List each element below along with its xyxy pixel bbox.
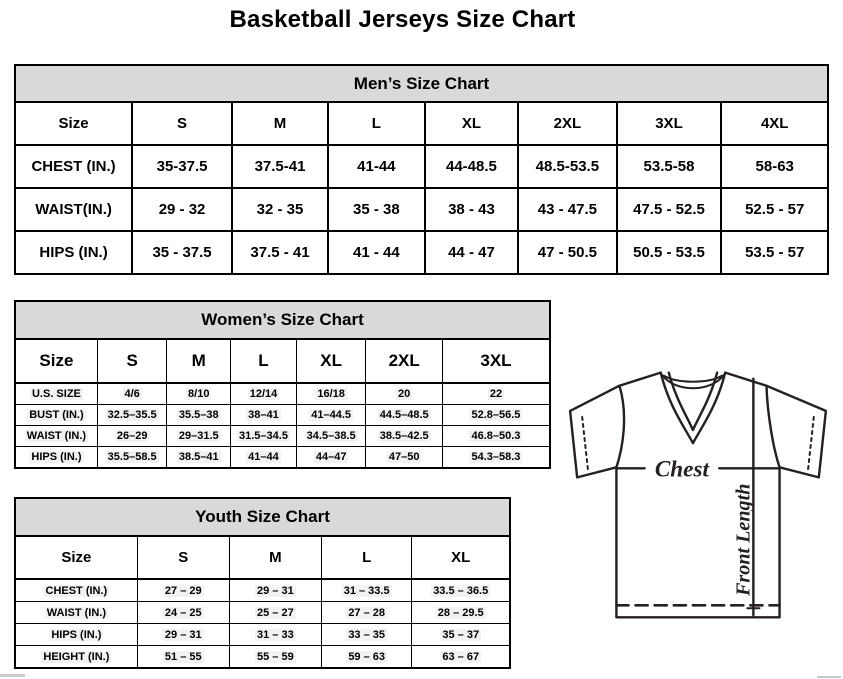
right-cuff-seam <box>808 417 814 472</box>
table-row <box>15 579 510 602</box>
table-cell: 27 – 28 <box>321 602 412 624</box>
page-title: Basketball Jerseys Size Chart <box>229 6 576 33</box>
table-cell: 29 – 31 <box>229 579 321 602</box>
table-row <box>15 426 550 447</box>
table-cell: 32 - 35 <box>232 188 328 231</box>
column-header: L <box>231 339 297 383</box>
jersey-body <box>616 373 779 618</box>
table-row <box>15 231 828 274</box>
row-label: U.S. SIZE <box>15 383 97 405</box>
column-header: Size <box>15 339 97 383</box>
jersey-outline <box>556 363 843 631</box>
table-cell: 47–50 <box>366 447 443 469</box>
table-cell: 44.5–48.5 <box>366 405 443 426</box>
row-label: HEIGHT (IN.) <box>15 646 137 669</box>
table-cell: 35.5–58.5 <box>97 447 167 469</box>
scrollbar-fragment-left[interactable] <box>0 674 25 677</box>
table-cell: 8/10 <box>167 383 231 405</box>
column-header: S <box>132 102 232 145</box>
column-header: S <box>97 339 167 383</box>
column-header: 2XL <box>366 339 443 383</box>
row-label: HIPS (IN.) <box>15 231 132 274</box>
table-cell: 58-63 <box>721 145 828 188</box>
table-cell: 37.5 - 41 <box>232 231 328 274</box>
table-cell: 20 <box>366 383 443 405</box>
table-title: Women’s Size Chart <box>15 301 550 339</box>
table-cell: 35 - 37.5 <box>132 231 232 274</box>
table-cell: 35 – 37 <box>412 624 510 646</box>
table-cell: 29 - 32 <box>132 188 232 231</box>
column-header: 4XL <box>721 102 828 145</box>
table-cell: 32.5–35.5 <box>97 405 167 426</box>
table-cell: 33.5 – 36.5 <box>412 579 510 602</box>
table-cell: 34.5–38.5 <box>296 426 366 447</box>
column-header: L <box>328 102 425 145</box>
table-cell: 27 – 29 <box>137 579 229 602</box>
table-cell: 4/6 <box>97 383 167 405</box>
table-cell: 41 - 44 <box>328 231 425 274</box>
chest-label: Chest <box>654 456 709 483</box>
table-cell: 35.5–38 <box>167 405 231 426</box>
row-label: CHEST (IN.) <box>15 579 137 602</box>
table-cell: 35-37.5 <box>132 145 232 188</box>
table-cell: 38.5–42.5 <box>366 426 443 447</box>
table-cell: 31.5–34.5 <box>231 426 297 447</box>
table-cell: 26–29 <box>97 426 167 447</box>
column-header: L <box>321 536 412 579</box>
table-cell: 53.5-58 <box>617 145 722 188</box>
table-cell: 12/14 <box>231 383 297 405</box>
table-cell: 52.8–56.5 <box>442 405 550 426</box>
table-cell: 63 – 67 <box>412 646 510 669</box>
column-header: 2XL <box>518 102 616 145</box>
table-row <box>15 624 510 646</box>
table-row <box>15 646 510 669</box>
mens-size-table <box>14 64 829 275</box>
table-cell: 50.5 - 53.5 <box>617 231 722 274</box>
jersey-right-sleeve <box>766 386 825 478</box>
table-cell: 41–44 <box>231 447 297 469</box>
column-header: S <box>137 536 229 579</box>
table-cell: 31 – 33 <box>229 624 321 646</box>
column-header: XL <box>412 536 510 579</box>
table-cell: 41–44.5 <box>296 405 366 426</box>
table-cell: 24 – 25 <box>137 602 229 624</box>
table-cell: 25 – 27 <box>229 602 321 624</box>
scrollbar-fragment-right[interactable] <box>817 676 841 678</box>
column-header: M <box>229 536 321 579</box>
table-cell: 44–47 <box>296 447 366 469</box>
column-header: Size <box>15 536 137 579</box>
column-header: 3XL <box>442 339 550 383</box>
table-row <box>15 383 550 405</box>
column-header: XL <box>425 102 518 145</box>
table-cell: 54.3–58.3 <box>442 447 550 469</box>
table-cell: 28 – 29.5 <box>412 602 510 624</box>
table-cell: 43 - 47.5 <box>518 188 616 231</box>
row-label: BUST (IN.) <box>15 405 97 426</box>
jersey-measurement-diagram <box>556 363 843 631</box>
table-cell: 16/18 <box>296 383 366 405</box>
table-cell: 29 – 31 <box>137 624 229 646</box>
table-cell: 31 – 33.5 <box>321 579 412 602</box>
row-label: WAIST (IN.) <box>15 426 97 447</box>
table-row <box>15 447 550 469</box>
table-cell: 41-44 <box>328 145 425 188</box>
row-label: HIPS (IN.) <box>15 624 137 646</box>
table-title: Men’s Size Chart <box>15 65 828 102</box>
column-header: XL <box>296 339 366 383</box>
youth-size-table <box>14 497 511 669</box>
table-cell: 37.5-41 <box>232 145 328 188</box>
row-label: WAIST (IN.) <box>15 602 137 624</box>
row-label: WAIST(IN.) <box>15 188 132 231</box>
jersey-left-sleeve <box>570 386 619 478</box>
table-cell: 51 – 55 <box>137 646 229 669</box>
table-cell: 55 – 59 <box>229 646 321 669</box>
row-label: HIPS (IN.) <box>15 447 97 469</box>
table-cell: 44-48.5 <box>425 145 518 188</box>
table-cell: 44 - 47 <box>425 231 518 274</box>
table-row <box>15 602 510 624</box>
left-cuff-seam <box>582 417 588 472</box>
table-cell: 48.5-53.5 <box>518 145 616 188</box>
womens-size-table <box>14 300 551 469</box>
table-cell: 38.5–41 <box>167 447 231 469</box>
table-cell: 33 – 35 <box>321 624 412 646</box>
table-cell: 47 - 50.5 <box>518 231 616 274</box>
table-cell: 38–41 <box>231 405 297 426</box>
table-row <box>15 405 550 426</box>
table-cell: 29–31.5 <box>167 426 231 447</box>
table-title: Youth Size Chart <box>15 498 510 536</box>
table-cell: 46.8–50.3 <box>442 426 550 447</box>
table-cell: 52.5 - 57 <box>721 188 828 231</box>
front-length-label: Front Length <box>732 483 755 597</box>
table-cell: 47.5 - 52.5 <box>617 188 722 231</box>
column-header: Size <box>15 102 132 145</box>
table-cell: 38 - 43 <box>425 188 518 231</box>
row-label: CHEST (IN.) <box>15 145 132 188</box>
table-row <box>15 145 828 188</box>
table-row <box>15 188 828 231</box>
column-header: 3XL <box>617 102 722 145</box>
table-cell: 53.5 - 57 <box>721 231 828 274</box>
table-cell: 35 - 38 <box>328 188 425 231</box>
collar-back-arc-shallow <box>664 376 722 382</box>
column-header: M <box>167 339 231 383</box>
table-cell: 59 – 63 <box>321 646 412 669</box>
column-header: M <box>232 102 328 145</box>
table-cell: 22 <box>442 383 550 405</box>
